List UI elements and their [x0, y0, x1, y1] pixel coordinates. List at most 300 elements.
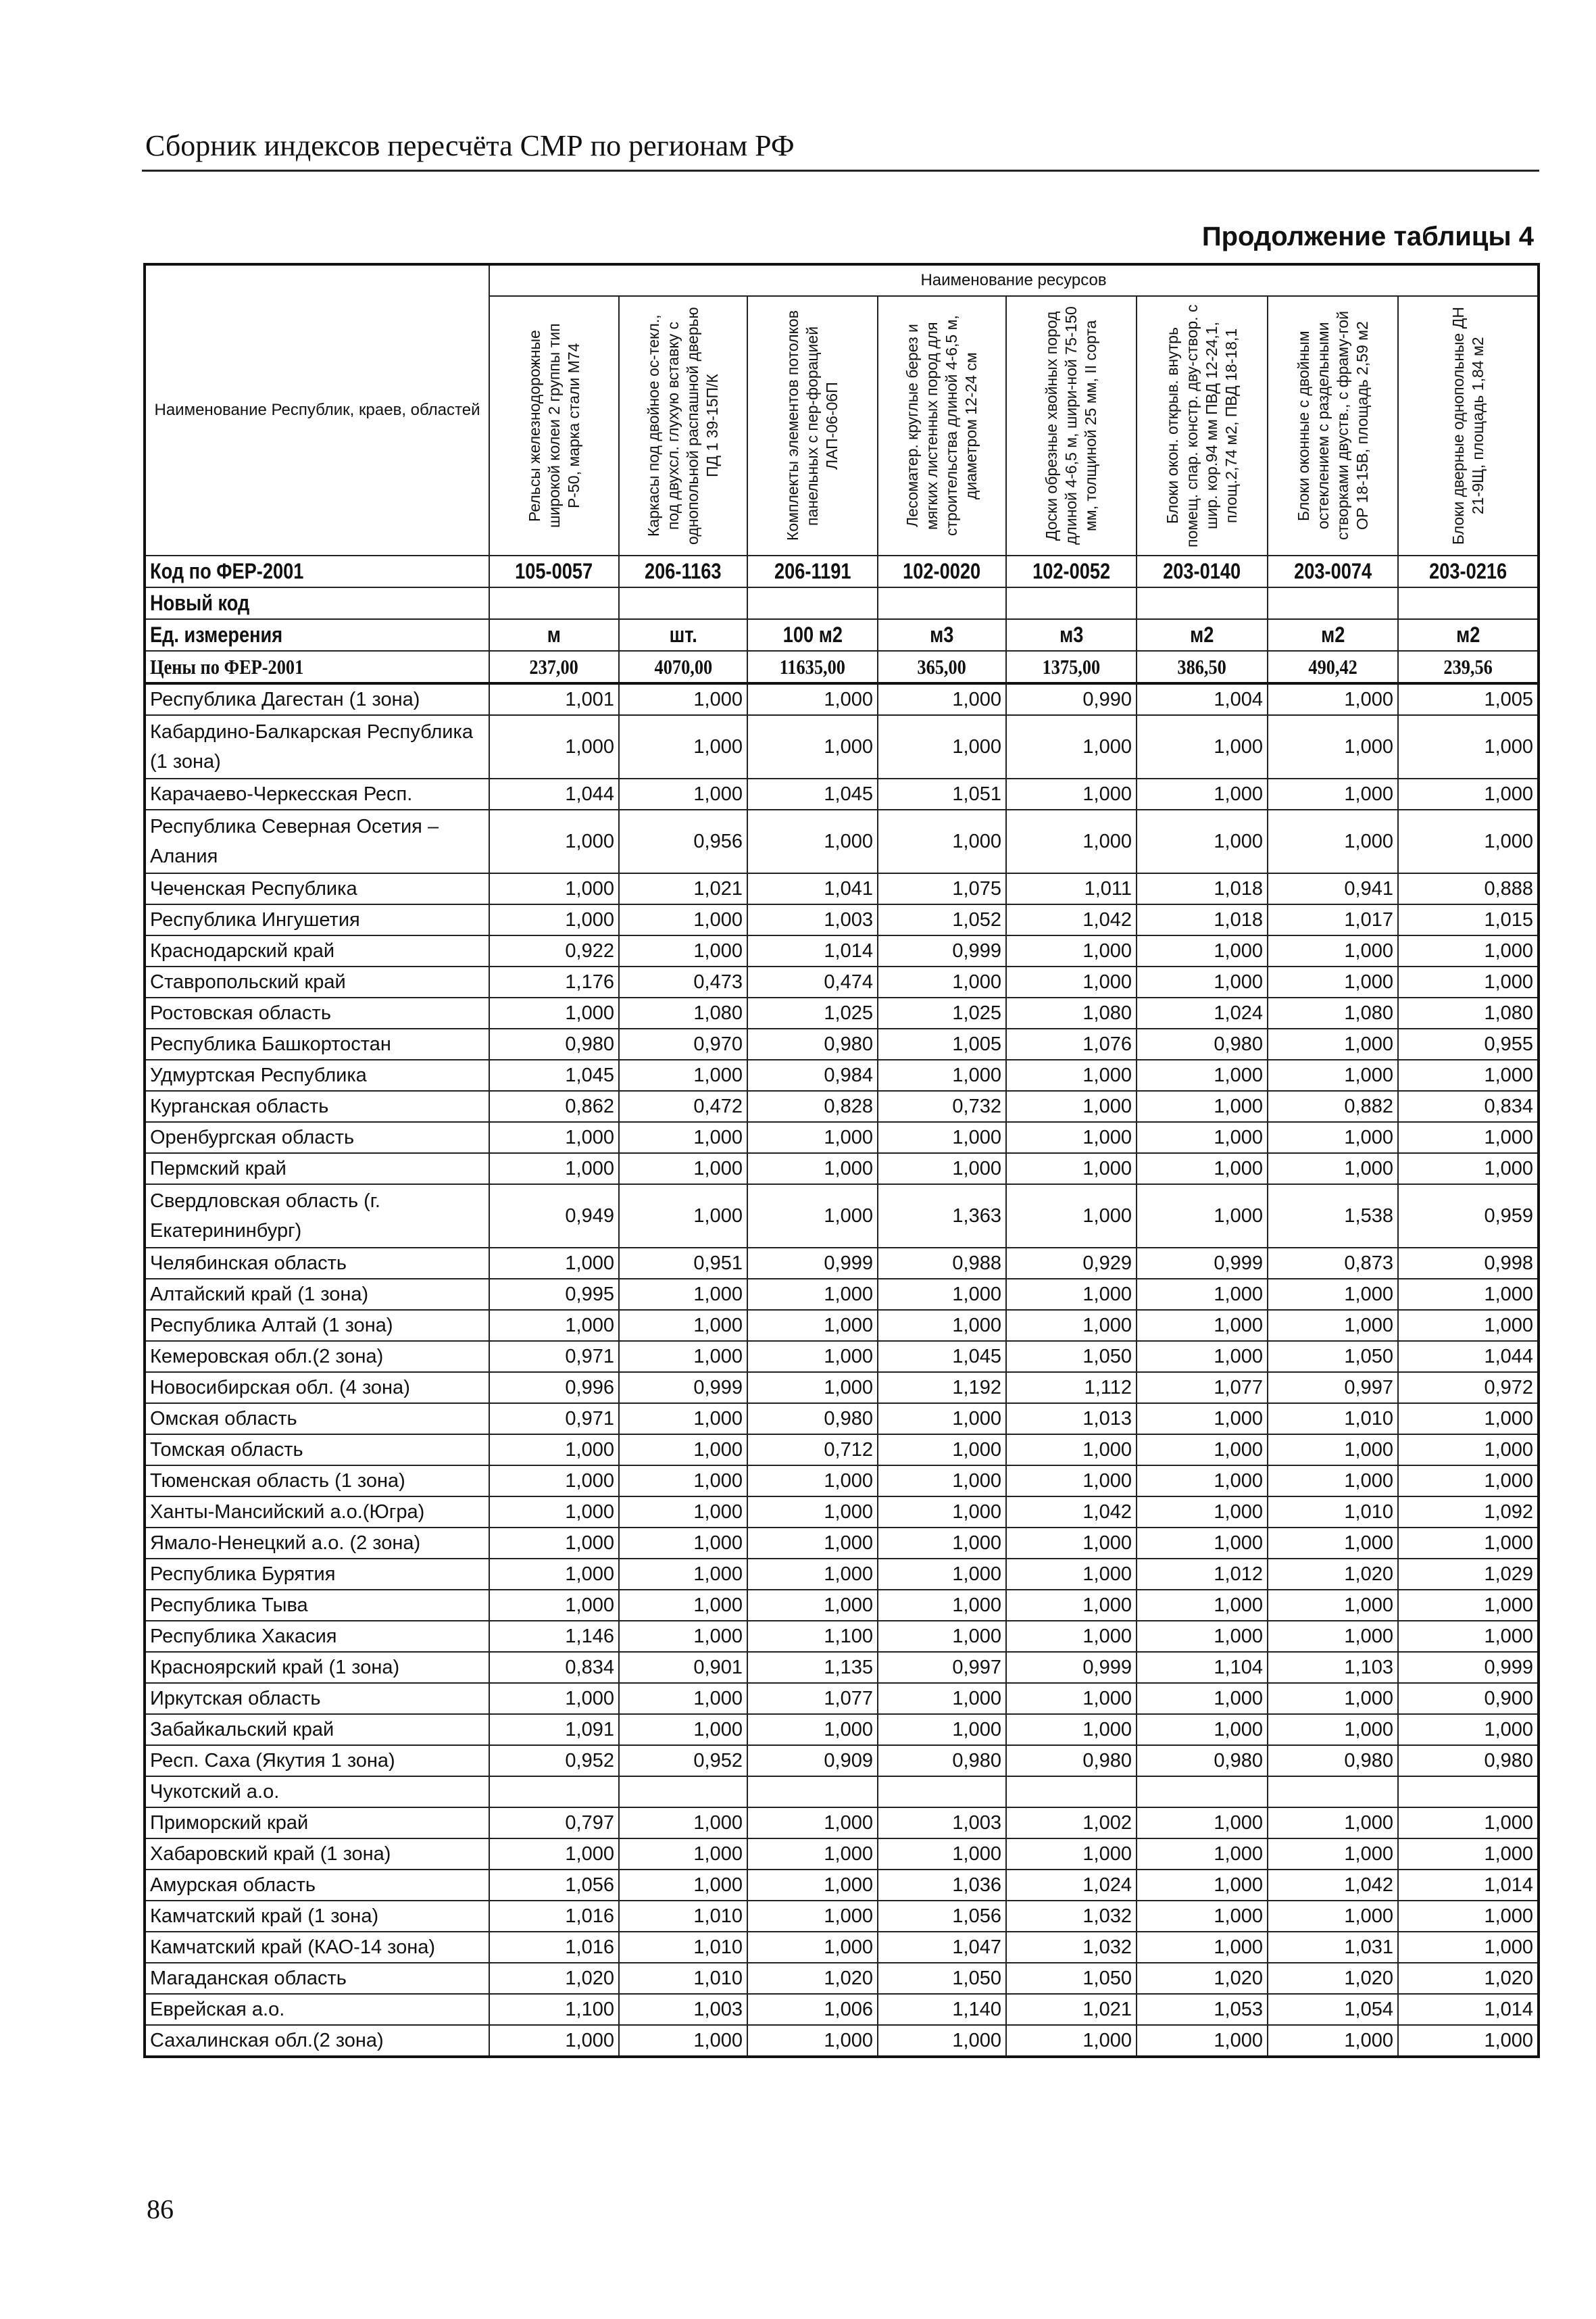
index-value: 1,000: [1268, 1714, 1398, 1745]
region-name: Краснодарский край: [145, 935, 489, 967]
index-value: 1,000: [619, 1496, 747, 1528]
index-value: 1,000: [878, 1310, 1006, 1341]
index-value: 1,000: [1006, 2025, 1137, 2057]
index-value: 1,000: [1398, 715, 1539, 779]
region-name: Омская область: [145, 1403, 489, 1434]
code-cell: 4070,00: [619, 651, 747, 683]
index-value: 1,000: [1006, 1714, 1137, 1745]
index-value: 1,020: [747, 1963, 878, 1994]
resource-name: Блоки оконные с двойным остеклением с раздельными створками двуств., с фраму-гой ОР 18-15В, площадь 2,59 м2: [1294, 311, 1371, 541]
index-value: 1,018: [1137, 873, 1268, 904]
index-value: 1,100: [747, 1621, 878, 1652]
table-row: [145, 1963, 1539, 1994]
index-value: 1,005: [1398, 683, 1539, 715]
code-cell: [1137, 587, 1268, 619]
table-row: [145, 1528, 1539, 1559]
code-cell: 203-0140: [1137, 556, 1268, 587]
code-cell: 11635,00: [747, 651, 878, 683]
index-value: 1,000: [878, 1714, 1006, 1745]
index-value: 0,474: [747, 967, 878, 998]
index-value: 1,000: [619, 1122, 747, 1153]
index-value: 1,000: [1268, 2025, 1398, 2057]
index-value: 1,000: [747, 1310, 878, 1341]
index-value: 1,000: [489, 1310, 619, 1341]
index-value: 0,980: [489, 1029, 619, 1060]
index-value: 1,000: [1137, 1807, 1268, 1838]
region-name: Томская область: [145, 1434, 489, 1465]
region-name: Республика Башкортостан: [145, 1029, 489, 1060]
index-value: 0,980: [1006, 1745, 1137, 1776]
table-row: [145, 1652, 1539, 1683]
index-value: [1268, 1776, 1398, 1807]
page-number: 86: [147, 2194, 174, 2224]
index-value: 1,000: [1137, 1310, 1268, 1341]
index-value: 1,000: [1398, 1621, 1539, 1652]
index-value: 0,712: [747, 1434, 878, 1465]
index-value: 1,000: [1137, 1621, 1268, 1652]
index-value: 1,000: [619, 779, 747, 810]
index-value: 0,900: [1398, 1683, 1539, 1714]
resource-column-header: [1137, 296, 1268, 556]
table-row: [145, 1714, 1539, 1745]
index-value: 1,044: [489, 779, 619, 810]
index-value: 1,000: [619, 1465, 747, 1496]
index-value: 1,025: [878, 998, 1006, 1029]
index-value: 1,000: [747, 2025, 878, 2057]
index-value: 1,000: [747, 683, 878, 715]
resource-name: Блоки дверные однопольные ДН 21-9Щ, площадь 1,84 м2: [1449, 307, 1487, 545]
table-row: [145, 715, 1539, 779]
index-value: 1,000: [1006, 1465, 1137, 1496]
index-value: 1,000: [1006, 1559, 1137, 1590]
index-value: 1,000: [1006, 1184, 1137, 1248]
region-name: Республика Дагестан (1 зона): [145, 683, 489, 715]
table-row: [145, 1341, 1539, 1372]
index-value: 1,031: [1268, 1932, 1398, 1963]
index-value: 1,000: [1137, 1901, 1268, 1932]
code-cell: 203-0074: [1268, 556, 1398, 587]
code-cell: [489, 587, 619, 619]
index-value: 1,080: [1268, 998, 1398, 1029]
index-value: 1,000: [1398, 1838, 1539, 1870]
index-value: 1,032: [1006, 1901, 1137, 1932]
index-value: 0,955: [1398, 1029, 1539, 1060]
code-cell: м2: [1398, 619, 1539, 651]
index-value: [878, 1776, 1006, 1807]
index-value: 1,000: [878, 1838, 1006, 1870]
index-value: 1,000: [1268, 1310, 1398, 1341]
code-cell: м2: [1137, 619, 1268, 651]
index-value: 1,000: [489, 1465, 619, 1496]
index-value: 1,000: [878, 810, 1006, 873]
index-value: 0,797: [489, 1807, 619, 1838]
index-value: 1,000: [1398, 1310, 1539, 1341]
index-value: 0,999: [1137, 1248, 1268, 1279]
region-name: Чукотский а.о.: [145, 1776, 489, 1807]
index-value: 1,000: [489, 1122, 619, 1153]
resource-name: Блоки окон. открыв. внутрь помещ. спар. констр. дву-створ. с шир. кор.94 мм ПВД 12-24,1, площ.2,74 м2, ПВД 18-18,1: [1164, 304, 1240, 547]
index-value: 1,042: [1006, 1496, 1137, 1528]
index-value: 1,047: [878, 1932, 1006, 1963]
index-value: 1,000: [1398, 1528, 1539, 1559]
index-value: 1,363: [878, 1184, 1006, 1248]
index-value: 1,000: [747, 1184, 878, 1248]
index-value: 0,980: [747, 1403, 878, 1434]
index-value: 0,929: [1006, 1248, 1137, 1279]
index-value: 1,000: [1268, 1060, 1398, 1091]
code-cell: 203-0216: [1398, 556, 1539, 587]
index-value: 0,971: [489, 1341, 619, 1372]
index-value: 1,000: [1268, 1838, 1398, 1870]
index-value: 1,000: [489, 1590, 619, 1621]
index-value: 1,104: [1137, 1652, 1268, 1683]
code-row: [145, 651, 1539, 683]
code-cell: [1268, 587, 1398, 619]
index-value: 1,000: [878, 715, 1006, 779]
index-value: 1,000: [489, 1528, 619, 1559]
index-value: 0,909: [747, 1745, 878, 1776]
index-value: 1,000: [489, 1496, 619, 1528]
table-row: [145, 1248, 1539, 1279]
region-name: Приморский край: [145, 1807, 489, 1838]
index-value: 1,000: [619, 2025, 747, 2057]
index-value: 1,000: [1268, 1279, 1398, 1310]
index-value: 1,000: [747, 1714, 878, 1745]
region-name: Карачаево-Черкесская Респ.: [145, 779, 489, 810]
index-value: 1,041: [747, 873, 878, 904]
index-value: 1,000: [1137, 1122, 1268, 1153]
code-cell: [1006, 587, 1137, 619]
index-value: 1,000: [619, 1341, 747, 1372]
index-value: 1,000: [1006, 1528, 1137, 1559]
region-name: Еврейская а.о.: [145, 1994, 489, 2025]
code-cell: 100 м2: [747, 619, 878, 651]
index-value: 1,075: [878, 873, 1006, 904]
index-value: 1,000: [1137, 1060, 1268, 1091]
code-cell: м3: [878, 619, 1006, 651]
index-value: 1,010: [619, 1901, 747, 1932]
code-row-label: Новый код: [145, 587, 489, 619]
index-value: 1,000: [619, 1184, 747, 1248]
index-value: 1,000: [1398, 1590, 1539, 1621]
code-cell: 490,42: [1268, 651, 1398, 683]
index-value: 1,000: [1137, 1870, 1268, 1901]
regional-index-table: [143, 263, 1540, 2058]
index-value: 1,000: [619, 1434, 747, 1465]
index-value: 1,050: [1006, 1341, 1137, 1372]
index-value: 1,112: [1006, 1372, 1137, 1403]
region-name: Ростовская область: [145, 998, 489, 1029]
index-value: 1,000: [489, 810, 619, 873]
index-value: 1,000: [1006, 715, 1137, 779]
index-value: 0,951: [619, 1248, 747, 1279]
index-value: 1,091: [489, 1714, 619, 1745]
index-value: 0,901: [619, 1652, 747, 1683]
table-row: [145, 1870, 1539, 1901]
index-value: 1,000: [619, 1403, 747, 1434]
index-value: 1,000: [1006, 1434, 1137, 1465]
index-value: 1,021: [1006, 1994, 1137, 2025]
index-value: 1,000: [747, 1901, 878, 1932]
region-name: Республика Тыва: [145, 1590, 489, 1621]
index-value: 1,045: [747, 779, 878, 810]
index-value: 1,000: [747, 715, 878, 779]
index-value: 0,980: [1137, 1029, 1268, 1060]
index-value: 0,952: [489, 1745, 619, 1776]
region-name: Свердловская область (г. Екатерининбург): [145, 1184, 489, 1248]
index-value: 1,000: [747, 1341, 878, 1372]
index-value: 1,012: [1137, 1559, 1268, 1590]
table-row: [145, 2025, 1539, 2057]
index-value: 1,011: [1006, 873, 1137, 904]
index-value: 1,000: [1398, 779, 1539, 810]
index-value: 1,000: [1137, 715, 1268, 779]
code-cell: 1375,00: [1006, 651, 1137, 683]
index-value: 0,999: [1398, 1652, 1539, 1683]
region-name: Кемеровская обл.(2 зона): [145, 1341, 489, 1372]
index-value: 1,000: [1398, 1465, 1539, 1496]
index-value: 0,952: [619, 1745, 747, 1776]
index-value: 1,080: [1398, 998, 1539, 1029]
index-value: 1,000: [1398, 1403, 1539, 1434]
region-name: Пермский край: [145, 1153, 489, 1184]
index-value: 1,000: [1398, 1932, 1539, 1963]
code-cell: [878, 587, 1006, 619]
index-value: 1,000: [619, 1714, 747, 1745]
code-row: [145, 556, 1539, 587]
table-row: [145, 1838, 1539, 1870]
index-value: 1,021: [619, 873, 747, 904]
index-value: 1,000: [747, 1122, 878, 1153]
index-value: 0,995: [489, 1279, 619, 1310]
index-value: 1,000: [1398, 935, 1539, 967]
index-value: [489, 1776, 619, 1807]
index-value: 1,000: [1268, 1683, 1398, 1714]
region-name: Республика Алтай (1 зона): [145, 1310, 489, 1341]
index-value: 0,888: [1398, 873, 1539, 904]
index-value: 1,036: [878, 1870, 1006, 1901]
index-value: 1,003: [878, 1807, 1006, 1838]
index-value: 1,000: [878, 683, 1006, 715]
index-value: 1,016: [489, 1932, 619, 1963]
index-value: 1,020: [1137, 1963, 1268, 1994]
index-value: 0,882: [1268, 1091, 1398, 1122]
index-value: 0,980: [1137, 1745, 1268, 1776]
index-value: 1,000: [1268, 1901, 1398, 1932]
index-value: 0,972: [1398, 1372, 1539, 1403]
index-value: 1,000: [1137, 1434, 1268, 1465]
index-value: 1,135: [747, 1652, 878, 1683]
index-value: 0,988: [878, 1248, 1006, 1279]
index-value: 1,103: [1268, 1652, 1398, 1683]
code-cell: 386,50: [1137, 651, 1268, 683]
index-value: 1,054: [1268, 1994, 1398, 2025]
resource-column-header: [1398, 296, 1539, 556]
region-name: Магаданская область: [145, 1963, 489, 1994]
index-value: 0,999: [619, 1372, 747, 1403]
table-row: [145, 1901, 1539, 1932]
index-value: 1,000: [1006, 967, 1137, 998]
index-value: 1,003: [619, 1994, 747, 2025]
region-name: Чеченская Республика: [145, 873, 489, 904]
resource-column-header: [619, 296, 747, 556]
index-value: 1,000: [1137, 1683, 1268, 1714]
index-value: 1,000: [619, 1683, 747, 1714]
index-value: 1,077: [747, 1683, 878, 1714]
index-value: 1,000: [1398, 1153, 1539, 1184]
index-value: 1,080: [619, 998, 747, 1029]
code-cell: шт.: [619, 619, 747, 651]
index-value: 1,000: [1006, 779, 1137, 810]
index-value: 1,000: [489, 1683, 619, 1714]
index-value: 1,000: [489, 1838, 619, 1870]
index-value: 1,000: [619, 1153, 747, 1184]
table-row: [145, 1029, 1539, 1060]
index-value: 0,473: [619, 967, 747, 998]
index-value: 1,000: [1268, 1465, 1398, 1496]
resource-column-header: [1006, 296, 1137, 556]
index-value: 1,000: [747, 1838, 878, 1870]
index-value: 1,000: [1398, 1714, 1539, 1745]
index-value: 1,050: [878, 1963, 1006, 1994]
index-value: 1,056: [878, 1901, 1006, 1932]
index-value: 1,000: [619, 1838, 747, 1870]
index-value: 1,000: [619, 1807, 747, 1838]
index-value: 1,000: [1137, 2025, 1268, 2057]
index-value: 1,000: [878, 1590, 1006, 1621]
index-value: 0,970: [619, 1029, 747, 1060]
index-value: 1,010: [619, 1932, 747, 1963]
table-row: [145, 810, 1539, 873]
index-value: 1,192: [878, 1372, 1006, 1403]
index-value: 1,000: [1398, 1807, 1539, 1838]
index-value: 1,000: [1137, 1528, 1268, 1559]
region-name: Ямало-Ненецкий а.о. (2 зона): [145, 1528, 489, 1559]
index-value: 0,732: [878, 1091, 1006, 1122]
index-value: 1,000: [1398, 2025, 1539, 2057]
index-value: 1,000: [1006, 1590, 1137, 1621]
table-row: [145, 1807, 1539, 1838]
index-value: 1,076: [1006, 1029, 1137, 1060]
table-row: [145, 1745, 1539, 1776]
index-value: 1,000: [878, 1434, 1006, 1465]
table-row: [145, 873, 1539, 904]
resources-group-header: Наименование ресурсов: [489, 264, 1539, 296]
resource-name: Доски обрезные хвойных пород длиной 4-6,5 м, шири-ной 75-150 мм, толщиной 25 мм, II сорта: [1043, 306, 1099, 545]
index-value: 1,092: [1398, 1496, 1539, 1528]
index-value: 1,014: [747, 935, 878, 967]
region-name: Республика Ингушетия: [145, 904, 489, 935]
index-value: 1,000: [1006, 1153, 1137, 1184]
index-value: 1,004: [1137, 683, 1268, 715]
table-row: [145, 1279, 1539, 1310]
code-cell: м2: [1268, 619, 1398, 651]
index-value: 1,000: [878, 1465, 1006, 1496]
index-value: 1,000: [619, 1279, 747, 1310]
index-value: 1,000: [1006, 810, 1137, 873]
index-value: 1,020: [1268, 1559, 1398, 1590]
index-value: 0,828: [747, 1091, 878, 1122]
table-row: [145, 1122, 1539, 1153]
index-value: 0,990: [1006, 683, 1137, 715]
index-value: 1,000: [1268, 1807, 1398, 1838]
index-value: 1,000: [747, 1559, 878, 1590]
index-value: 1,002: [1006, 1807, 1137, 1838]
index-value: 1,045: [878, 1341, 1006, 1372]
index-value: 1,032: [1006, 1932, 1137, 1963]
code-row: [145, 587, 1539, 619]
region-name: Иркутская область: [145, 1683, 489, 1714]
region-name: Курганская область: [145, 1091, 489, 1122]
index-value: 1,014: [1398, 1870, 1539, 1901]
index-value: [1398, 1776, 1539, 1807]
index-value: 0,959: [1398, 1184, 1539, 1248]
table-row: [145, 1403, 1539, 1434]
index-value: 1,020: [1398, 1963, 1539, 1994]
index-value: 1,000: [1268, 810, 1398, 873]
code-cell: 105-0057: [489, 556, 619, 587]
code-cell: [619, 587, 747, 619]
region-name: Сахалинская обл.(2 зона): [145, 2025, 489, 2057]
index-value: 0,922: [489, 935, 619, 967]
index-value: 1,000: [619, 683, 747, 715]
index-value: 1,000: [1398, 810, 1539, 873]
index-value: [747, 1776, 878, 1807]
code-cell: 206-1163: [619, 556, 747, 587]
index-value: 1,000: [619, 1310, 747, 1341]
index-value: 1,000: [1006, 1060, 1137, 1091]
index-value: 1,000: [1137, 1714, 1268, 1745]
index-value: 1,000: [1268, 683, 1398, 715]
index-value: 1,000: [1137, 1184, 1268, 1248]
index-value: 1,051: [878, 779, 1006, 810]
region-name: Челябинская область: [145, 1248, 489, 1279]
index-value: 1,000: [878, 1559, 1006, 1590]
index-value: 1,000: [1006, 1279, 1137, 1310]
index-value: 1,044: [1398, 1341, 1539, 1372]
index-value: 1,100: [489, 1994, 619, 2025]
code-row: [145, 619, 1539, 651]
region-name: Республика Бурятия: [145, 1559, 489, 1590]
index-value: 1,000: [619, 1870, 747, 1901]
index-value: 1,001: [489, 683, 619, 715]
index-value: 1,000: [619, 1528, 747, 1559]
index-value: 1,000: [489, 998, 619, 1029]
index-value: 0,999: [747, 1248, 878, 1279]
index-value: 0,998: [1398, 1248, 1539, 1279]
index-value: 1,024: [1137, 998, 1268, 1029]
index-value: 1,000: [1268, 1029, 1398, 1060]
index-value: 1,000: [1268, 1621, 1398, 1652]
index-value: 1,000: [878, 967, 1006, 998]
code-cell: м3: [1006, 619, 1137, 651]
index-value: 1,000: [619, 1621, 747, 1652]
document-title: Сборник индексов пересчёта СМР по регионам РФ: [145, 129, 795, 162]
index-value: 1,010: [619, 1963, 747, 1994]
resource-column-header: [1268, 296, 1398, 556]
index-value: 1,050: [1268, 1341, 1398, 1372]
index-value: 1,000: [1268, 967, 1398, 998]
index-value: 0,472: [619, 1091, 747, 1122]
table-row: [145, 935, 1539, 967]
index-value: 1,000: [1398, 1060, 1539, 1091]
table-row: [145, 683, 1539, 715]
index-value: 1,000: [1137, 1590, 1268, 1621]
region-name: Оренбургская область: [145, 1122, 489, 1153]
index-value: [1006, 1776, 1137, 1807]
index-value: [1137, 1776, 1268, 1807]
index-value: 1,000: [747, 810, 878, 873]
